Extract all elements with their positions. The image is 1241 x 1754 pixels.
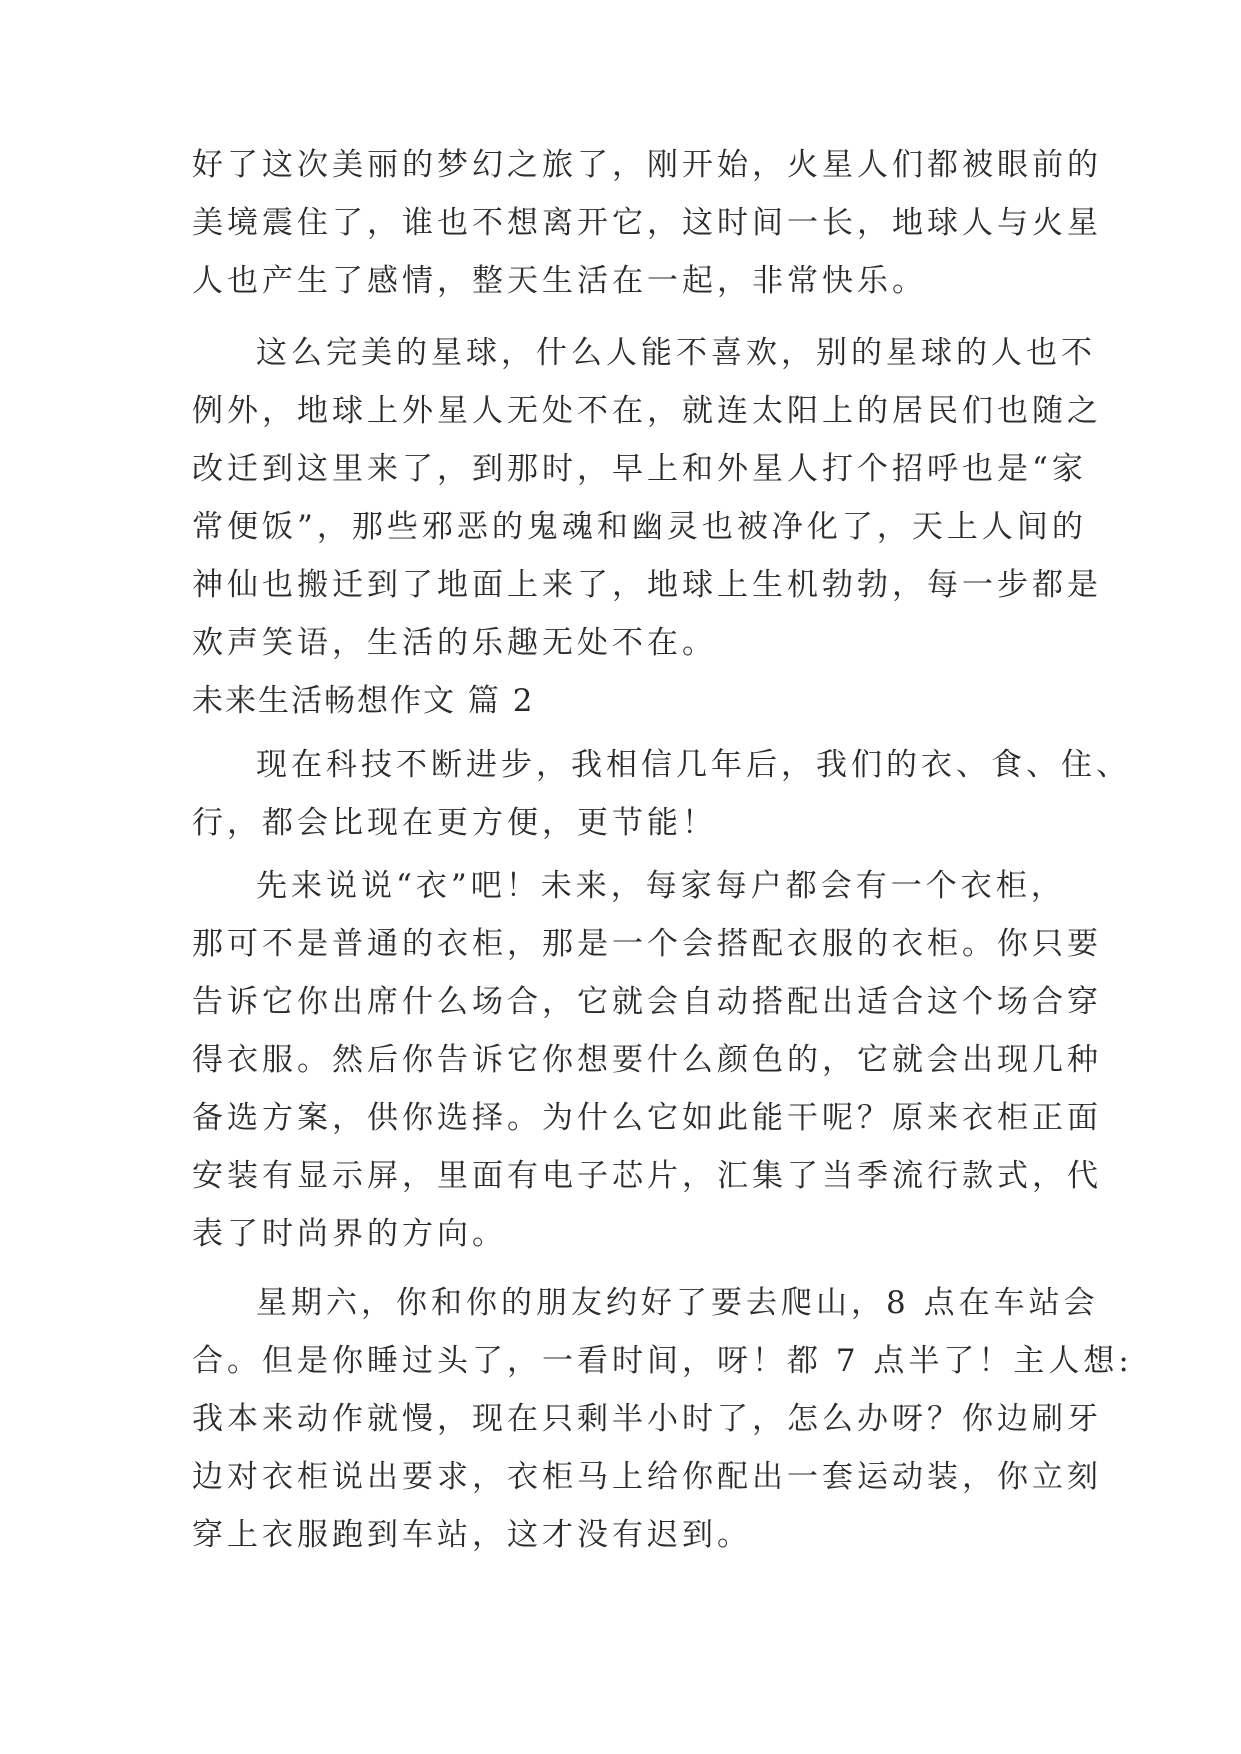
text-line: 改迁到这里来了，到那时，早上和外星人打个招呼也是“家 (192, 451, 1087, 487)
text-line: 好了这次美丽的梦幻之旅了，刚开始，火星人们都被眼前的 (192, 147, 1102, 183)
text-line: 欢声笑语，生活的乐趣无处不在。 (192, 625, 717, 661)
text-line: 常便饭”，那些邪恶的鬼魂和幽灵也被净化了，天上人间的 (192, 509, 1087, 545)
text-line: 边对衣柜说出要求，衣柜马上给你配出一套运动装，你立刻 (192, 1459, 1102, 1495)
text-line: 例外，地球上外星人无处不在，就连太阳上的居民们也随之 (192, 393, 1102, 429)
text-line: 得衣服。然后你告诉它你想要什么颜色的，它就会出现几种 (192, 1042, 1102, 1078)
text-line: 穿上衣服跑到车站，这才没有迟到。 (192, 1517, 752, 1553)
text-line: 告诉它你出席什么场合，它就会自动搭配出适合这个场合穿 (192, 984, 1102, 1020)
text-line: 美境震住了，谁也不想离开它，这时间一长，地球人与火星 (192, 205, 1102, 241)
text-line: 行，都会比现在更方便，更节能！ (192, 805, 717, 841)
text-line: 神仙也搬迁到了地面上来了，地球上生机勃勃，每一步都是 (192, 567, 1102, 603)
paragraph-first-line: 星期六，你和你的朋友约好了要去爬山，8 点在车站会 (256, 1285, 1099, 1321)
section-heading: 未来生活畅想作文 篇 2 (192, 683, 535, 719)
text-line: 安装有显示屏，里面有电子芯片，汇集了当季流行款式，代 (192, 1158, 1102, 1194)
paragraph-first-line: 现在科技不断进步，我相信几年后，我们的衣、食、住、 (256, 747, 1131, 783)
text-line: 备选方案，供你选择。为什么它如此能干呢？原来衣柜正面 (192, 1100, 1102, 1136)
text-line: 我本来动作就慢，现在只剩半小时了，怎么办呀？你边刷牙 (192, 1401, 1102, 1437)
paragraph-first-line: 这么完美的星球，什么人能不喜欢，别的星球的人也不 (256, 335, 1096, 371)
text-line: 表了时尚界的方向。 (192, 1216, 507, 1252)
paragraph-first-line: 先来说说“衣”吧！未来，每家每户都会有一个衣柜， (256, 868, 1066, 904)
text-line: 人也产生了感情，整天生活在一起，非常快乐。 (192, 263, 927, 299)
text-line: 合。但是你睡过头了，一看时间，呀！都 7 点半了！主人想: (192, 1343, 1133, 1379)
text-line: 那可不是普通的衣柜，那是一个会搭配衣服的衣柜。你只要 (192, 926, 1102, 962)
